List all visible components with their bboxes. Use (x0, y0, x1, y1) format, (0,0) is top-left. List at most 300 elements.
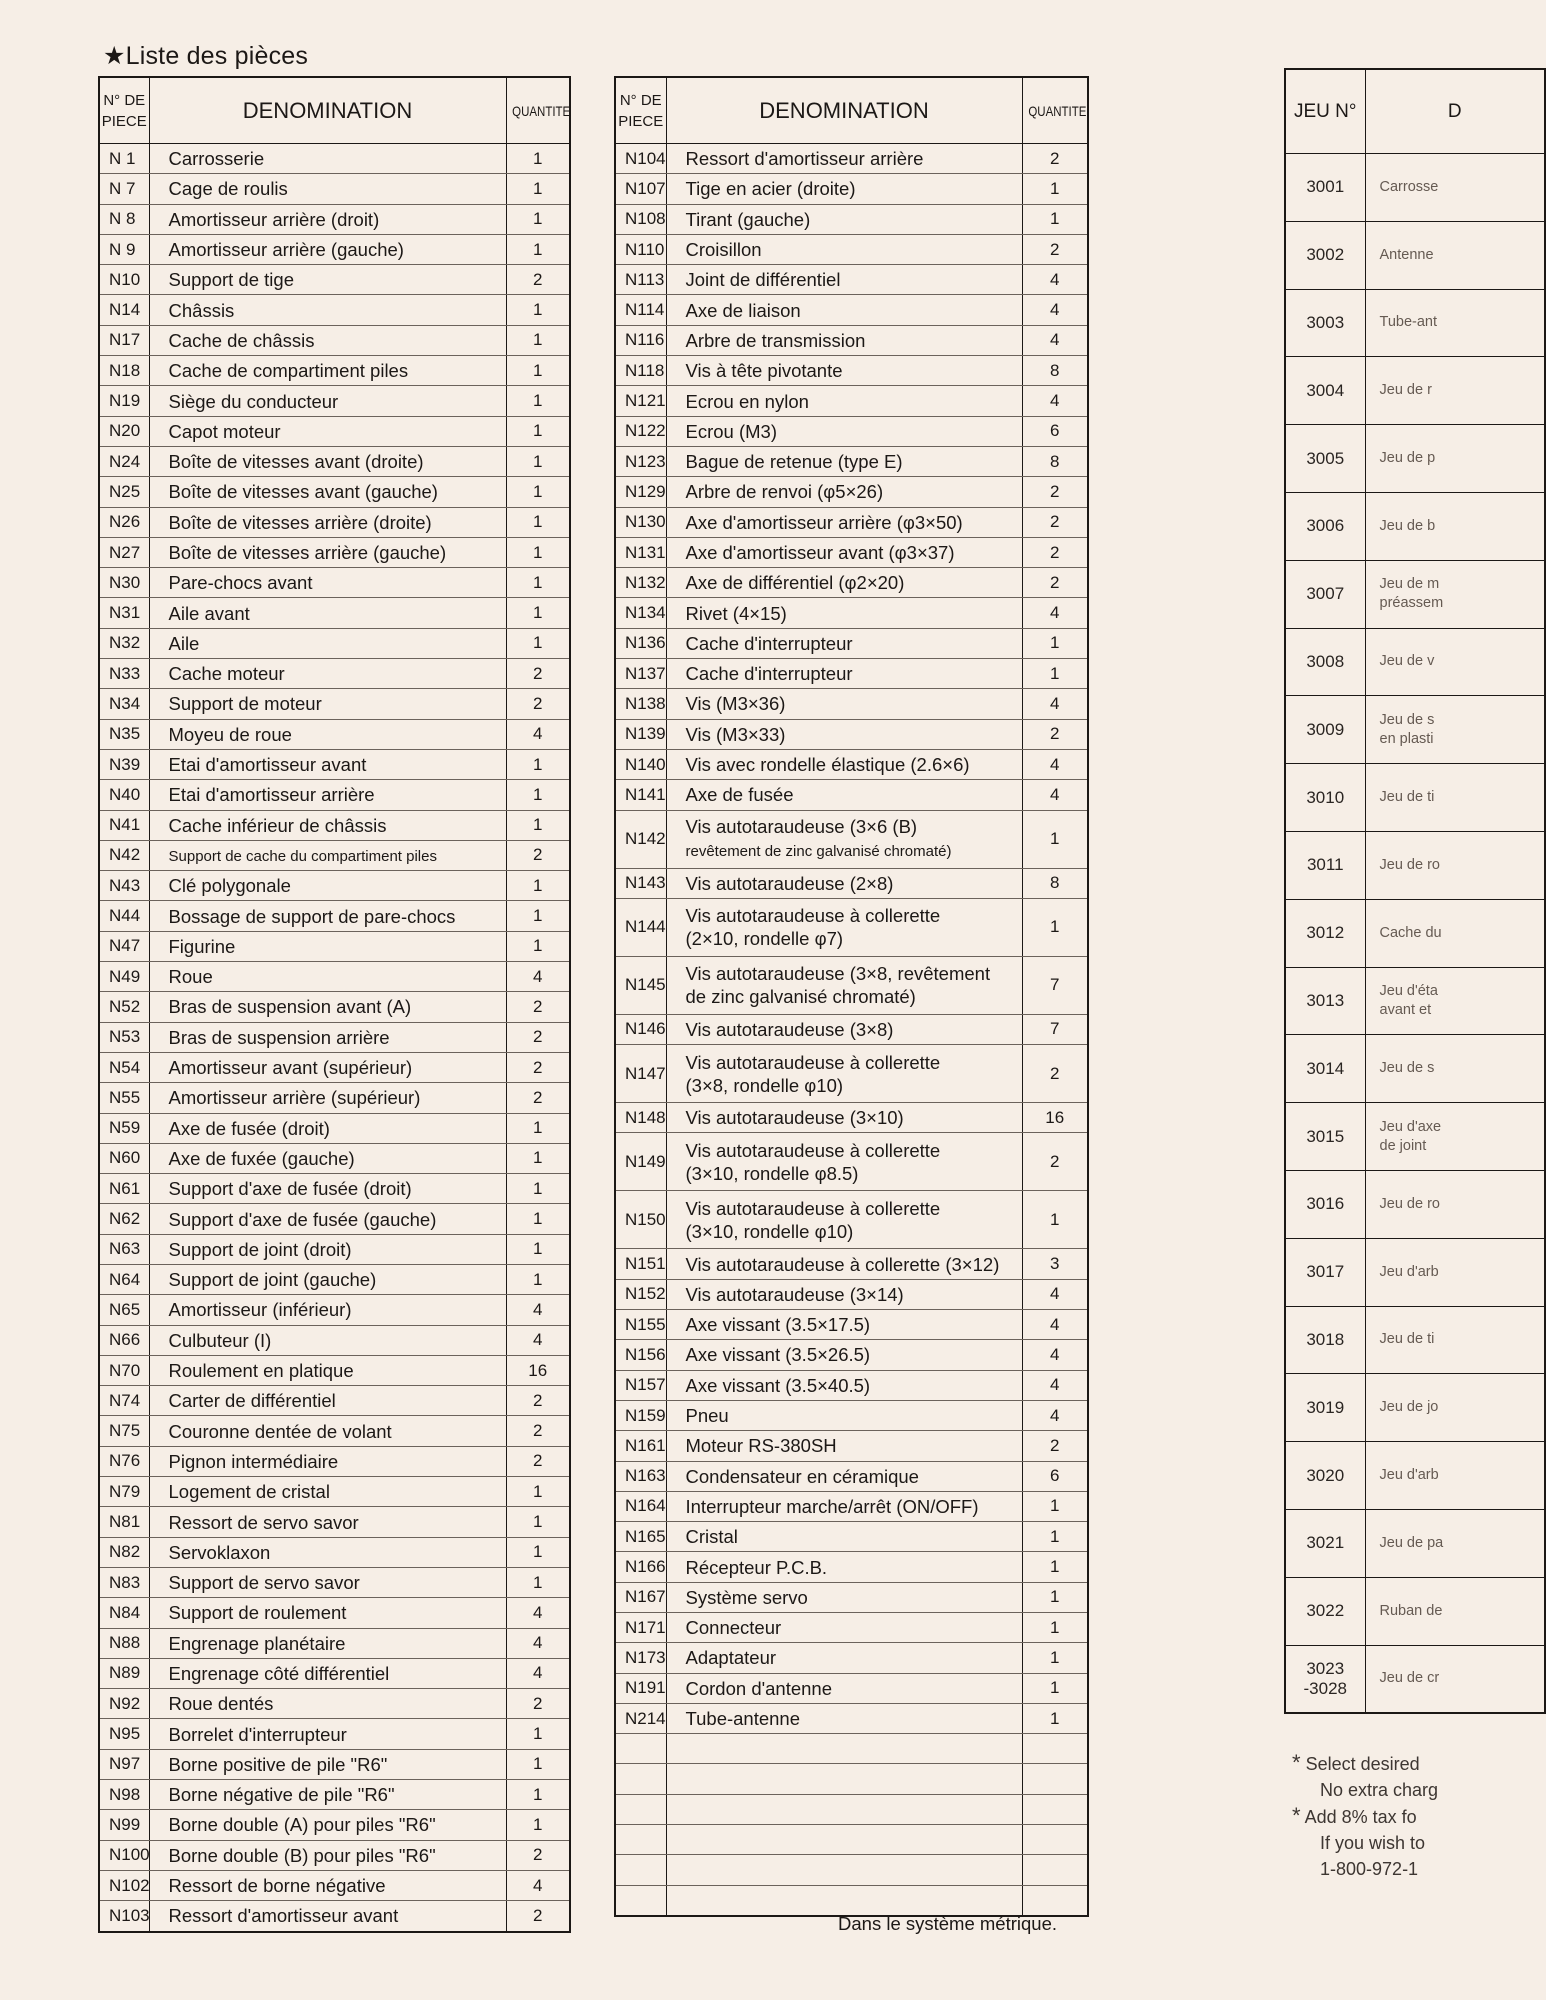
piece-quantity: 2 (1022, 1431, 1088, 1461)
piece-quantity: 7 (1022, 1014, 1088, 1044)
table-row (615, 659, 1088, 689)
set-number (1285, 154, 1365, 222)
set-name-line: préassem (1379, 595, 1444, 612)
set-row (1285, 492, 1545, 560)
set-name-line: Jeu d'arb (1379, 1263, 1439, 1280)
piece-name (149, 659, 506, 689)
piece-quantity: 4 (506, 1658, 570, 1688)
set-row (1285, 1035, 1545, 1103)
set-name (1365, 764, 1545, 832)
blank-cell (615, 1794, 666, 1824)
piece-quantity: 1 (506, 295, 570, 325)
table-row (99, 749, 570, 779)
piece-quantity: 4 (1022, 1310, 1088, 1340)
piece-number: N 9 (99, 234, 149, 264)
piece-name (149, 144, 506, 174)
table-row (99, 1901, 570, 1932)
piece-number: N10 (99, 265, 149, 295)
table-row (99, 568, 570, 598)
table-row (615, 1133, 1088, 1191)
piece-name-line: Figurine (168, 935, 236, 957)
piece-name-line: Bossage de support de pare-chocs (168, 905, 456, 927)
piece-quantity: 4 (1022, 1279, 1088, 1309)
piece-name-line: Clé polygonale (168, 875, 291, 897)
piece-quantity: 1 (1022, 1491, 1088, 1521)
piece-name-line: Amortisseur arrière (gauche) (168, 239, 404, 261)
set-name (1365, 1577, 1545, 1645)
piece-name (149, 1416, 506, 1446)
set-name (1365, 696, 1545, 764)
piece-name (149, 1174, 506, 1204)
piece-quantity: 1 (506, 871, 570, 901)
table-row (615, 689, 1088, 719)
piece-name-line: Boîte de vitesses arrière (gauche) (168, 542, 447, 563)
piece-quantity: 8 (1022, 446, 1088, 476)
piece-name-line: Support de joint (gauche) (168, 1269, 377, 1291)
piece-quantity: 2 (506, 1022, 570, 1052)
piece-quantity: 8 (1022, 868, 1088, 898)
table-row (615, 325, 1088, 355)
piece-name-line: Arbre de renvoi (φ5×26) (685, 481, 884, 503)
piece-quantity: 1 (1022, 1673, 1088, 1703)
piece-name (149, 962, 506, 992)
set-name-line: Jeu de pa (1379, 1534, 1444, 1551)
table-row (99, 1598, 570, 1628)
set-name (1365, 1306, 1545, 1374)
piece-name-line: Support de moteur (168, 693, 322, 715)
piece-quantity: 4 (1022, 386, 1088, 416)
piece-name (149, 719, 506, 749)
piece-name (149, 1810, 506, 1840)
piece-quantity: 1 (506, 1264, 570, 1294)
piece-quantity: 2 (506, 1901, 570, 1932)
piece-name-line: Boîte de vitesses avant (gauche) (168, 481, 438, 503)
set-name (1365, 1442, 1545, 1510)
set-name (1365, 1170, 1545, 1238)
piece-quantity: 1 (1022, 659, 1088, 689)
piece-name-line: (3×10, rondelle φ10) (685, 1220, 854, 1242)
piece-name-line: Pare-chocs avant (168, 572, 313, 594)
table-row (615, 295, 1088, 325)
piece-name-line: Etai d'amortisseur arrière (168, 784, 375, 806)
set-number-line: 3021 (1306, 1533, 1345, 1553)
piece-name (149, 901, 506, 931)
blank-row (615, 1734, 1088, 1764)
piece-name-line: Borrelet d'interrupteur (168, 1723, 347, 1745)
piece-number: N165 (615, 1522, 666, 1552)
table-row (615, 1582, 1088, 1612)
piece-name (149, 1022, 506, 1052)
piece-name-line: Interrupteur marche/arrêt (ON/OFF) (685, 1495, 979, 1517)
piece-number: N70 (99, 1355, 149, 1385)
set-name (1365, 967, 1545, 1035)
piece-quantity: 2 (506, 1689, 570, 1719)
set-row (1285, 289, 1545, 357)
set-name-line: Jeu de p (1379, 450, 1436, 467)
piece-quantity: 4 (506, 1325, 570, 1355)
piece-name-line: Aile (168, 632, 200, 654)
table-row (99, 1628, 570, 1658)
table-row (99, 1810, 570, 1840)
piece-name-line: (3×8, rondelle φ10) (685, 1074, 844, 1096)
piece-name-line: Amortisseur avant (supérieur) (168, 1057, 413, 1079)
piece-name-line: Cage de roulis (168, 178, 288, 200)
piece-quantity: 1 (506, 144, 570, 174)
piece-number: N139 (615, 719, 666, 749)
table-row (99, 1780, 570, 1810)
set-number (1285, 1035, 1365, 1103)
piece-name (666, 568, 1022, 598)
piece-name (149, 1658, 506, 1688)
piece-name-line: Support d'axe de fusée (droit) (168, 1178, 412, 1200)
piece-name (149, 780, 506, 810)
piece-name-line: Cache moteur (168, 663, 285, 685)
piece-number: N88 (99, 1628, 149, 1658)
piece-name (149, 477, 506, 507)
asterisk-icon: * (1292, 1803, 1301, 1828)
piece-name (149, 1386, 506, 1416)
piece-name (149, 840, 506, 870)
table-row (99, 144, 570, 174)
piece-number: N59 (99, 1113, 149, 1143)
piece-quantity: 1 (1022, 1612, 1088, 1642)
piece-number: N89 (99, 1658, 149, 1688)
table-row (99, 1567, 570, 1597)
header-quantity: QUANTITE (512, 77, 564, 144)
piece-number: N104 (615, 144, 666, 174)
piece-quantity: 2 (1022, 719, 1088, 749)
piece-name (149, 1052, 506, 1082)
piece-name (149, 871, 506, 901)
piece-name-line: Servoklaxon (168, 1541, 271, 1563)
table-row (615, 265, 1088, 295)
piece-number: N142 (615, 810, 666, 868)
piece-name-line: Vis à tête pivotante (685, 360, 843, 382)
set-number (1285, 425, 1365, 493)
set-number (1285, 1374, 1365, 1442)
piece-name (666, 174, 1022, 204)
piece-name (666, 1133, 1022, 1191)
piece-number: N42 (99, 840, 149, 870)
piece-name-line: Support de servo savor (168, 1572, 360, 1594)
piece-name (666, 628, 1022, 658)
foot-note-line (1292, 1856, 1454, 1882)
table-row (615, 568, 1088, 598)
piece-name (149, 1477, 506, 1507)
set-name-line: Jeu de ti (1379, 1331, 1435, 1348)
piece-number: N116 (615, 325, 666, 355)
set-name-line: Antenne (1379, 246, 1434, 263)
foot-note-text: Select desired (1305, 1754, 1420, 1774)
piece-name (149, 1749, 506, 1779)
piece-name-line: Vis autotaraudeuse à collerette (685, 905, 941, 927)
piece-name-line: Vis autotaraudeuse (3×10) (685, 1107, 904, 1129)
piece-name (149, 1325, 506, 1355)
piece-number: N34 (99, 689, 149, 719)
piece-number: N103 (99, 1901, 149, 1932)
table-row (99, 234, 570, 264)
piece-name (666, 1461, 1022, 1491)
foot-note-line (1292, 1803, 1454, 1830)
blank-cell (615, 1734, 666, 1764)
table-row (615, 868, 1088, 898)
piece-name (149, 1537, 506, 1567)
piece-quantity: 1 (1022, 1552, 1088, 1582)
set-number-line: 3001 (1306, 177, 1345, 197)
piece-name (666, 1431, 1022, 1461)
table-row (99, 840, 570, 870)
piece-name (666, 416, 1022, 446)
piece-quantity: 16 (1022, 1103, 1088, 1133)
piece-name-line: Ressort de servo savor (168, 1511, 359, 1533)
piece-name-line: Cache de compartiment piles (168, 360, 409, 382)
piece-number: N118 (615, 356, 666, 386)
piece-name (149, 1113, 506, 1143)
piece-number: N76 (99, 1446, 149, 1476)
blank-cell (1022, 1825, 1088, 1855)
piece-number: N191 (615, 1673, 666, 1703)
piece-quantity: 4 (506, 1598, 570, 1628)
piece-number: N26 (99, 507, 149, 537)
piece-name-line: Vis (M3×36) (685, 693, 786, 715)
set-number (1285, 1103, 1365, 1171)
piece-number: N55 (99, 1083, 149, 1113)
piece-quantity: 2 (1022, 507, 1088, 537)
piece-number: N166 (615, 1552, 666, 1582)
piece-name-line: Vis autotaraudeuse (3×8) (685, 1018, 894, 1040)
piece-number: N123 (615, 446, 666, 476)
piece-quantity: 6 (1022, 416, 1088, 446)
set-row (1285, 1238, 1545, 1306)
piece-number: N167 (615, 1582, 666, 1612)
piece-name-line: Axe de différentiel (φ2×20) (685, 572, 905, 594)
piece-name (149, 1780, 506, 1810)
piece-name-line: Cordon d'antenne (685, 1677, 833, 1699)
piece-quantity: 2 (506, 1386, 570, 1416)
piece-number: N134 (615, 598, 666, 628)
piece-name (149, 1204, 506, 1234)
piece-name (149, 416, 506, 446)
piece-name (149, 507, 506, 537)
piece-number: N173 (615, 1643, 666, 1673)
piece-name-line: Condensateur en céramique (685, 1465, 919, 1487)
piece-name-line: Amortisseur arrière (droit) (168, 208, 380, 230)
piece-quantity: 2 (1022, 568, 1088, 598)
piece-name-line: revêtement de zinc galvanisé chromaté) (685, 843, 952, 861)
piece-number: N137 (615, 659, 666, 689)
blank-row (615, 1855, 1088, 1885)
piece-name (666, 1400, 1022, 1430)
table-row (99, 1204, 570, 1234)
piece-quantity: 4 (506, 1628, 570, 1658)
piece-name-line: Tube-antenne (685, 1708, 801, 1730)
piece-quantity: 2 (1022, 144, 1088, 174)
piece-quantity: 1 (506, 234, 570, 264)
piece-name-line: Boîte de vitesses arrière (droite) (168, 511, 432, 533)
set-number (1285, 560, 1365, 628)
set-name (1365, 1103, 1545, 1171)
piece-name (666, 1552, 1022, 1582)
piece-number: N152 (615, 1279, 666, 1309)
set-number-line: 3003 (1306, 312, 1345, 332)
piece-name-line: Couronne dentée de volant (168, 1420, 392, 1442)
piece-name-line: Axe de fuxée (gauche) (168, 1147, 355, 1169)
piece-name-line: Pneu (685, 1405, 729, 1427)
piece-name (666, 1673, 1022, 1703)
piece-number: N107 (615, 174, 666, 204)
piece-number: N81 (99, 1507, 149, 1537)
piece-number: N 7 (99, 174, 149, 204)
piece-number: N47 (99, 931, 149, 961)
table-row (99, 386, 570, 416)
set-row (1285, 425, 1545, 493)
set-row (1285, 696, 1545, 764)
piece-name (149, 810, 506, 840)
table-row (99, 1022, 570, 1052)
piece-number: N64 (99, 1264, 149, 1294)
set-header-name: D (1365, 69, 1545, 154)
piece-name-line: Roue (168, 966, 213, 988)
piece-number: N41 (99, 810, 149, 840)
piece-name-line: Tirant (gauche) (685, 208, 811, 230)
piece-number: N33 (99, 659, 149, 689)
piece-name (666, 898, 1022, 956)
piece-number: N110 (615, 234, 666, 264)
piece-name-line: Rivet (4×15) (685, 602, 787, 624)
piece-name (666, 1643, 1022, 1673)
table-row (99, 204, 570, 234)
piece-name-line: Joint de différentiel (685, 269, 841, 291)
piece-name-line: Axe de liaison (685, 299, 801, 321)
piece-name (149, 992, 506, 1022)
piece-number: N159 (615, 1400, 666, 1430)
piece-name (666, 719, 1022, 749)
set-number (1285, 967, 1365, 1035)
piece-quantity: 1 (506, 1113, 570, 1143)
blank-row (615, 1794, 1088, 1824)
piece-number: N65 (99, 1295, 149, 1325)
piece-quantity: 1 (506, 568, 570, 598)
set-number (1285, 1170, 1365, 1238)
table-row (99, 265, 570, 295)
piece-quantity: 1 (1022, 1703, 1088, 1733)
piece-name (666, 659, 1022, 689)
set-name-line: Jeu de jo (1379, 1399, 1439, 1416)
piece-quantity: 2 (506, 992, 570, 1022)
blank-cell (666, 1825, 1022, 1855)
piece-name (149, 1507, 506, 1537)
piece-number: N164 (615, 1491, 666, 1521)
piece-name-line: Axe d'amortisseur avant (φ3×37) (685, 542, 955, 563)
piece-name (149, 234, 506, 264)
piece-number: N149 (615, 1133, 666, 1191)
set-row (1285, 1509, 1545, 1577)
blank-cell (1022, 1855, 1088, 1885)
table-row (615, 1279, 1088, 1309)
table-row (99, 871, 570, 901)
piece-name-line: Système servo (685, 1586, 808, 1608)
piece-number: N75 (99, 1416, 149, 1446)
table-row (99, 1143, 570, 1173)
set-name (1365, 357, 1545, 425)
set-number (1285, 696, 1365, 764)
set-name-line: Jeu de ro (1379, 1195, 1440, 1212)
set-name-line: Carrosse (1379, 178, 1439, 195)
piece-number: N79 (99, 1477, 149, 1507)
set-number-line: 3017 (1306, 1262, 1345, 1282)
piece-name-line: Borne double (A) pour piles "R6" (168, 1814, 436, 1836)
piece-name-line: Châssis (168, 299, 235, 321)
piece-name (149, 1234, 506, 1264)
piece-name-line: Vis autotaraudeuse (3×8, revêtement (685, 963, 991, 985)
set-number (1285, 1645, 1365, 1713)
asterisk-icon: * (1292, 1750, 1301, 1775)
piece-name-line: Ressort de borne négative (168, 1875, 386, 1897)
table-row (615, 477, 1088, 507)
piece-name-line: Arbre de transmission (685, 329, 866, 351)
piece-number: N102 (99, 1870, 149, 1900)
piece-name-line: Support de roulement (168, 1602, 347, 1624)
table-row (615, 507, 1088, 537)
table-row (615, 719, 1088, 749)
piece-name-line: Borne double (B) pour piles "R6" (168, 1844, 436, 1866)
piece-quantity: 1 (1022, 174, 1088, 204)
piece-quantity: 1 (506, 356, 570, 386)
table-row (99, 931, 570, 961)
set-row (1285, 967, 1545, 1035)
piece-quantity: 1 (506, 1810, 570, 1840)
piece-name (666, 295, 1022, 325)
piece-name-line: Moteur RS-380SH (685, 1435, 837, 1457)
piece-number: N147 (615, 1045, 666, 1103)
table-row (615, 749, 1088, 779)
piece-number: N39 (99, 749, 149, 779)
piece-name-line: Axe d'amortisseur arrière (φ3×50) (685, 511, 963, 533)
table-row (615, 1643, 1088, 1673)
piece-name (666, 1491, 1022, 1521)
piece-name-line: Amortisseur (inférieur) (168, 1299, 352, 1321)
piece-quantity: 1 (506, 446, 570, 476)
piece-number: N95 (99, 1719, 149, 1749)
piece-quantity: 4 (1022, 749, 1088, 779)
piece-quantity: 2 (506, 1416, 570, 1446)
table-row (99, 1264, 570, 1294)
foot-notes (1292, 1750, 1454, 1882)
piece-quantity: 2 (1022, 477, 1088, 507)
piece-name (666, 1612, 1022, 1642)
piece-name-line: Adaptateur (685, 1647, 777, 1669)
piece-number: N44 (99, 901, 149, 931)
foot-note-line (1292, 1777, 1454, 1803)
set-number (1285, 1577, 1365, 1645)
set-name-line: Jeu d'axe (1379, 1118, 1442, 1135)
set-name-line: Jeu de b (1379, 517, 1436, 534)
set-row (1285, 1577, 1545, 1645)
set-number-line: 3006 (1306, 516, 1345, 536)
set-row (1285, 1442, 1545, 1510)
set-name-line: Jeu d'éta (1379, 982, 1438, 999)
piece-name (666, 507, 1022, 537)
piece-number: N163 (615, 1461, 666, 1491)
piece-name (666, 1103, 1022, 1133)
piece-name-line: Ecrou en nylon (685, 390, 809, 412)
piece-quantity: 2 (506, 1840, 570, 1870)
blank-cell (1022, 1794, 1088, 1824)
piece-number: N27 (99, 537, 149, 567)
piece-name-line: Amortisseur arrière (supérieur) (168, 1087, 421, 1109)
piece-number: N 8 (99, 204, 149, 234)
table-row (99, 719, 570, 749)
